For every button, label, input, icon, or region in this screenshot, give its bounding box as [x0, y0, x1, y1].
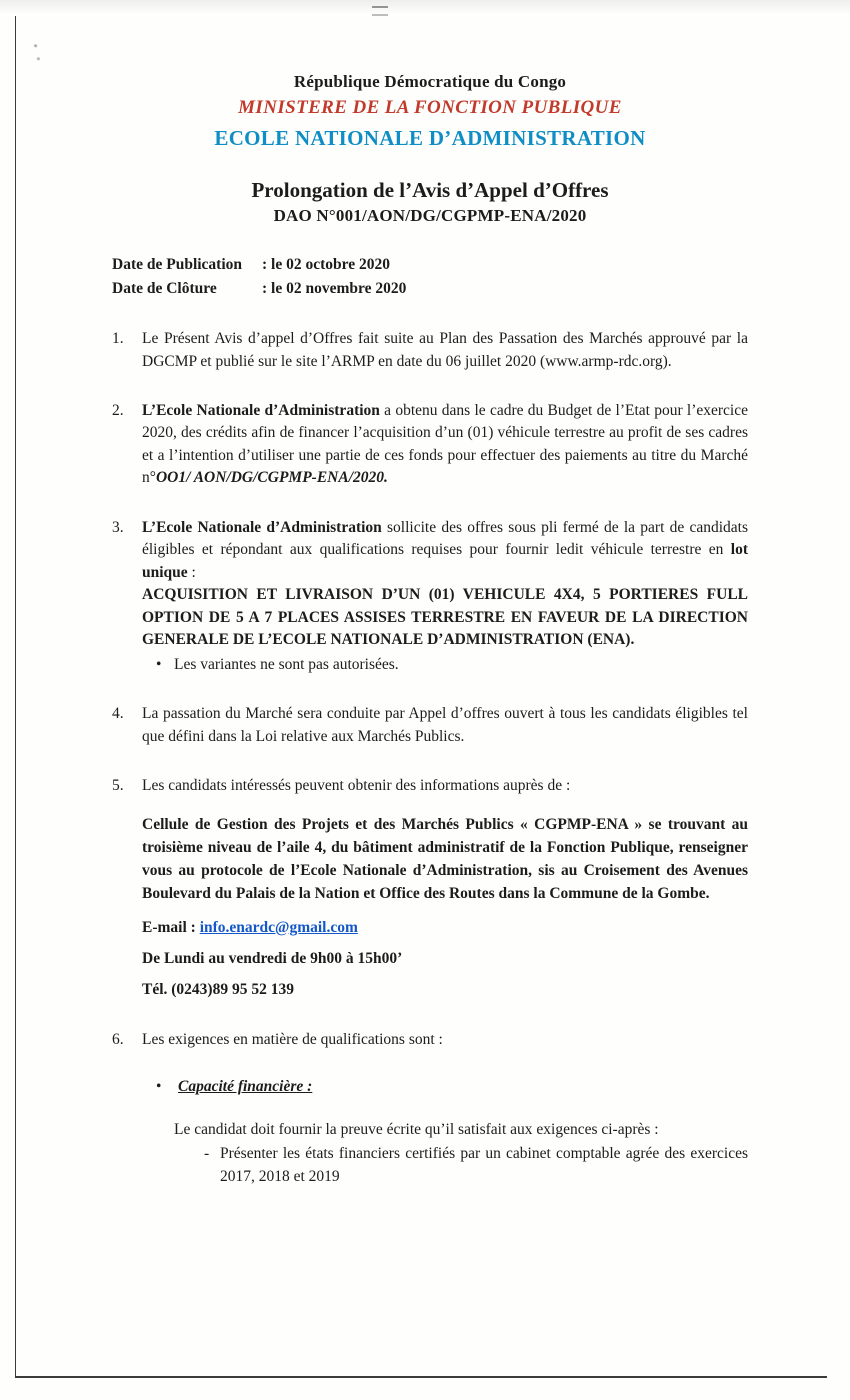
item-bold-lead: L’Ecole Nationale d’Administration	[142, 401, 380, 419]
scan-shade-artifact	[0, 0, 850, 14]
item-text: Le Présent Avis d’appel d’Offres fait suite au Plan des Passation des Marchés approuvé par la DGCMP et publié sur le site l’ARMP en date du 06 juillet 2020 (www.armp-rdc.org).	[142, 330, 748, 370]
document-reference: DAO N°001/AON/DG/CGPMP-ENA/2020	[273, 206, 587, 225]
list-item-2	[112, 400, 748, 490]
item-bold-lead: L’Ecole Nationale d’Administration	[142, 518, 382, 536]
header-school: ECOLE NATIONALE D’ADMINISTRATION	[214, 126, 646, 150]
item-text-run: :	[187, 563, 196, 581]
scan-edge-left	[15, 16, 16, 1378]
list-item-6	[112, 1029, 748, 1188]
list-item-1	[112, 328, 748, 373]
dash-marker: -	[204, 1145, 210, 1163]
financial-capacity-bullet	[142, 1076, 748, 1098]
candidate-proof-paragraph: Le candidat doit fournir la preuve écrite qu’il satisfait aux exigences ci-après :	[174, 1120, 659, 1138]
item-number: 4.	[112, 705, 124, 723]
item-number: 6.	[112, 1030, 124, 1048]
dates-block	[112, 253, 748, 301]
closing-date-value: : le 02 novembre 2020	[262, 280, 407, 298]
item-text: La passation du Marché sera conduite par Appel d’offres ouvert à tous les candidats éligibles tel que défini dans la Loi relative aux Marchés Publics.	[142, 705, 748, 745]
item-intro: Les candidats intéressés peuvent obtenir des informations auprès de :	[142, 777, 571, 795]
header-country: République Démocratique du Congo	[293, 72, 567, 91]
document-content	[112, 72, 748, 1188]
publication-date-value: : le 02 octobre 2020	[262, 256, 390, 273]
market-reference: OO1/ AON/DG/CGPMP-ENA/2020.	[155, 469, 388, 487]
item-text	[142, 1029, 748, 1188]
publication-date-row	[112, 253, 748, 277]
email-line	[142, 917, 748, 939]
item-text-run: sollicite des offres sous pli fermé de la part de candidats éligibles et répondant aux qualifications requises pour fournir ledit véhicule terrestre en	[142, 518, 748, 559]
publication-date-label: Date de Publication	[112, 256, 243, 273]
item-number: 2.	[112, 401, 124, 419]
bullet-marker: •	[156, 655, 162, 673]
scan-artifact	[30, 38, 44, 64]
email-link[interactable]: info.enardc@gmail.com	[199, 918, 358, 936]
financial-capacity-heading: Capacité financière :	[178, 1078, 313, 1096]
item-text	[142, 775, 748, 1002]
scan-edge-bottom	[15, 1376, 827, 1378]
bullet-text: Les variantes ne sont pas autorisées.	[174, 655, 399, 673]
item-text	[142, 517, 748, 676]
lot-unique-bold: lot unique	[142, 541, 748, 581]
item-number: 5.	[112, 777, 124, 795]
item-number: 1.	[112, 330, 124, 348]
list-item-5	[112, 775, 748, 1002]
lot-description: ACQUISITION ET LIVRAISON D’UN (01) VEHICULE 4X4, 5 PORTIERES FULL OPTION DE 5 A 7 PLACES ASSISES TERRESTRE EN FAVEUR DE LA DIRECTION GENERALE DE L’ECOLE NATIONALE D’ADMINISTRATION (ENA).	[142, 586, 748, 649]
header-ministry: MINISTERE DE LA FONCTION PUBLIQUE	[238, 97, 622, 118]
list-item-3	[112, 517, 748, 676]
list-item-4	[112, 703, 748, 748]
item-text-run: a obtenu dans le cadre du Budget de l’Etat pour l’exercice 2020, des crédits afin de financer l’acquisition d’un (01) véhicule terrestre au profit de ses cadres et a l’intention d’utiliser une partie de ces fonds pour effectuer des paiements au titre du Marché n°	[142, 401, 748, 487]
variants-bullet	[142, 654, 748, 676]
closing-date-label: Date de Clôture	[112, 280, 217, 298]
item-intro: Les exigences en matière de qualifications sont :	[142, 1030, 443, 1048]
closing-date-row	[112, 277, 748, 301]
dash-text: Présenter les états financiers certifiés par un cabinet comptable agrée des exercices 2017, 2018 et 2019	[220, 1145, 748, 1185]
email-label: E-mail :	[142, 918, 200, 936]
phone-number: Tél. (0243)89 95 52 139	[142, 981, 294, 999]
contact-address: Cellule de Gestion des Projets et des Marchés Publics « CGPMP-ENA » se trouvant au troisième niveau de l’aile 4, du bâtiment administratif de la Fonction Publique, renseigner vous au protocole de l’Ecole Nationale d’Administration, sis au Croisement des Avenues Boulevard du Palais de la Nation et Office des Routes dans la Commune de la Gombe.	[142, 815, 748, 903]
scan-artifact	[372, 6, 388, 16]
item-text	[142, 400, 748, 490]
document-title: Prolongation de l’Avis d’Appel d’Offres	[251, 178, 609, 202]
item-intro	[142, 519, 748, 581]
bullet-marker: •	[156, 1078, 162, 1096]
item-number: 3.	[112, 518, 124, 536]
financial-statements-item	[142, 1143, 748, 1188]
office-hours: De Lundi au vendredi de 9h00 à 15h00’	[142, 950, 403, 967]
